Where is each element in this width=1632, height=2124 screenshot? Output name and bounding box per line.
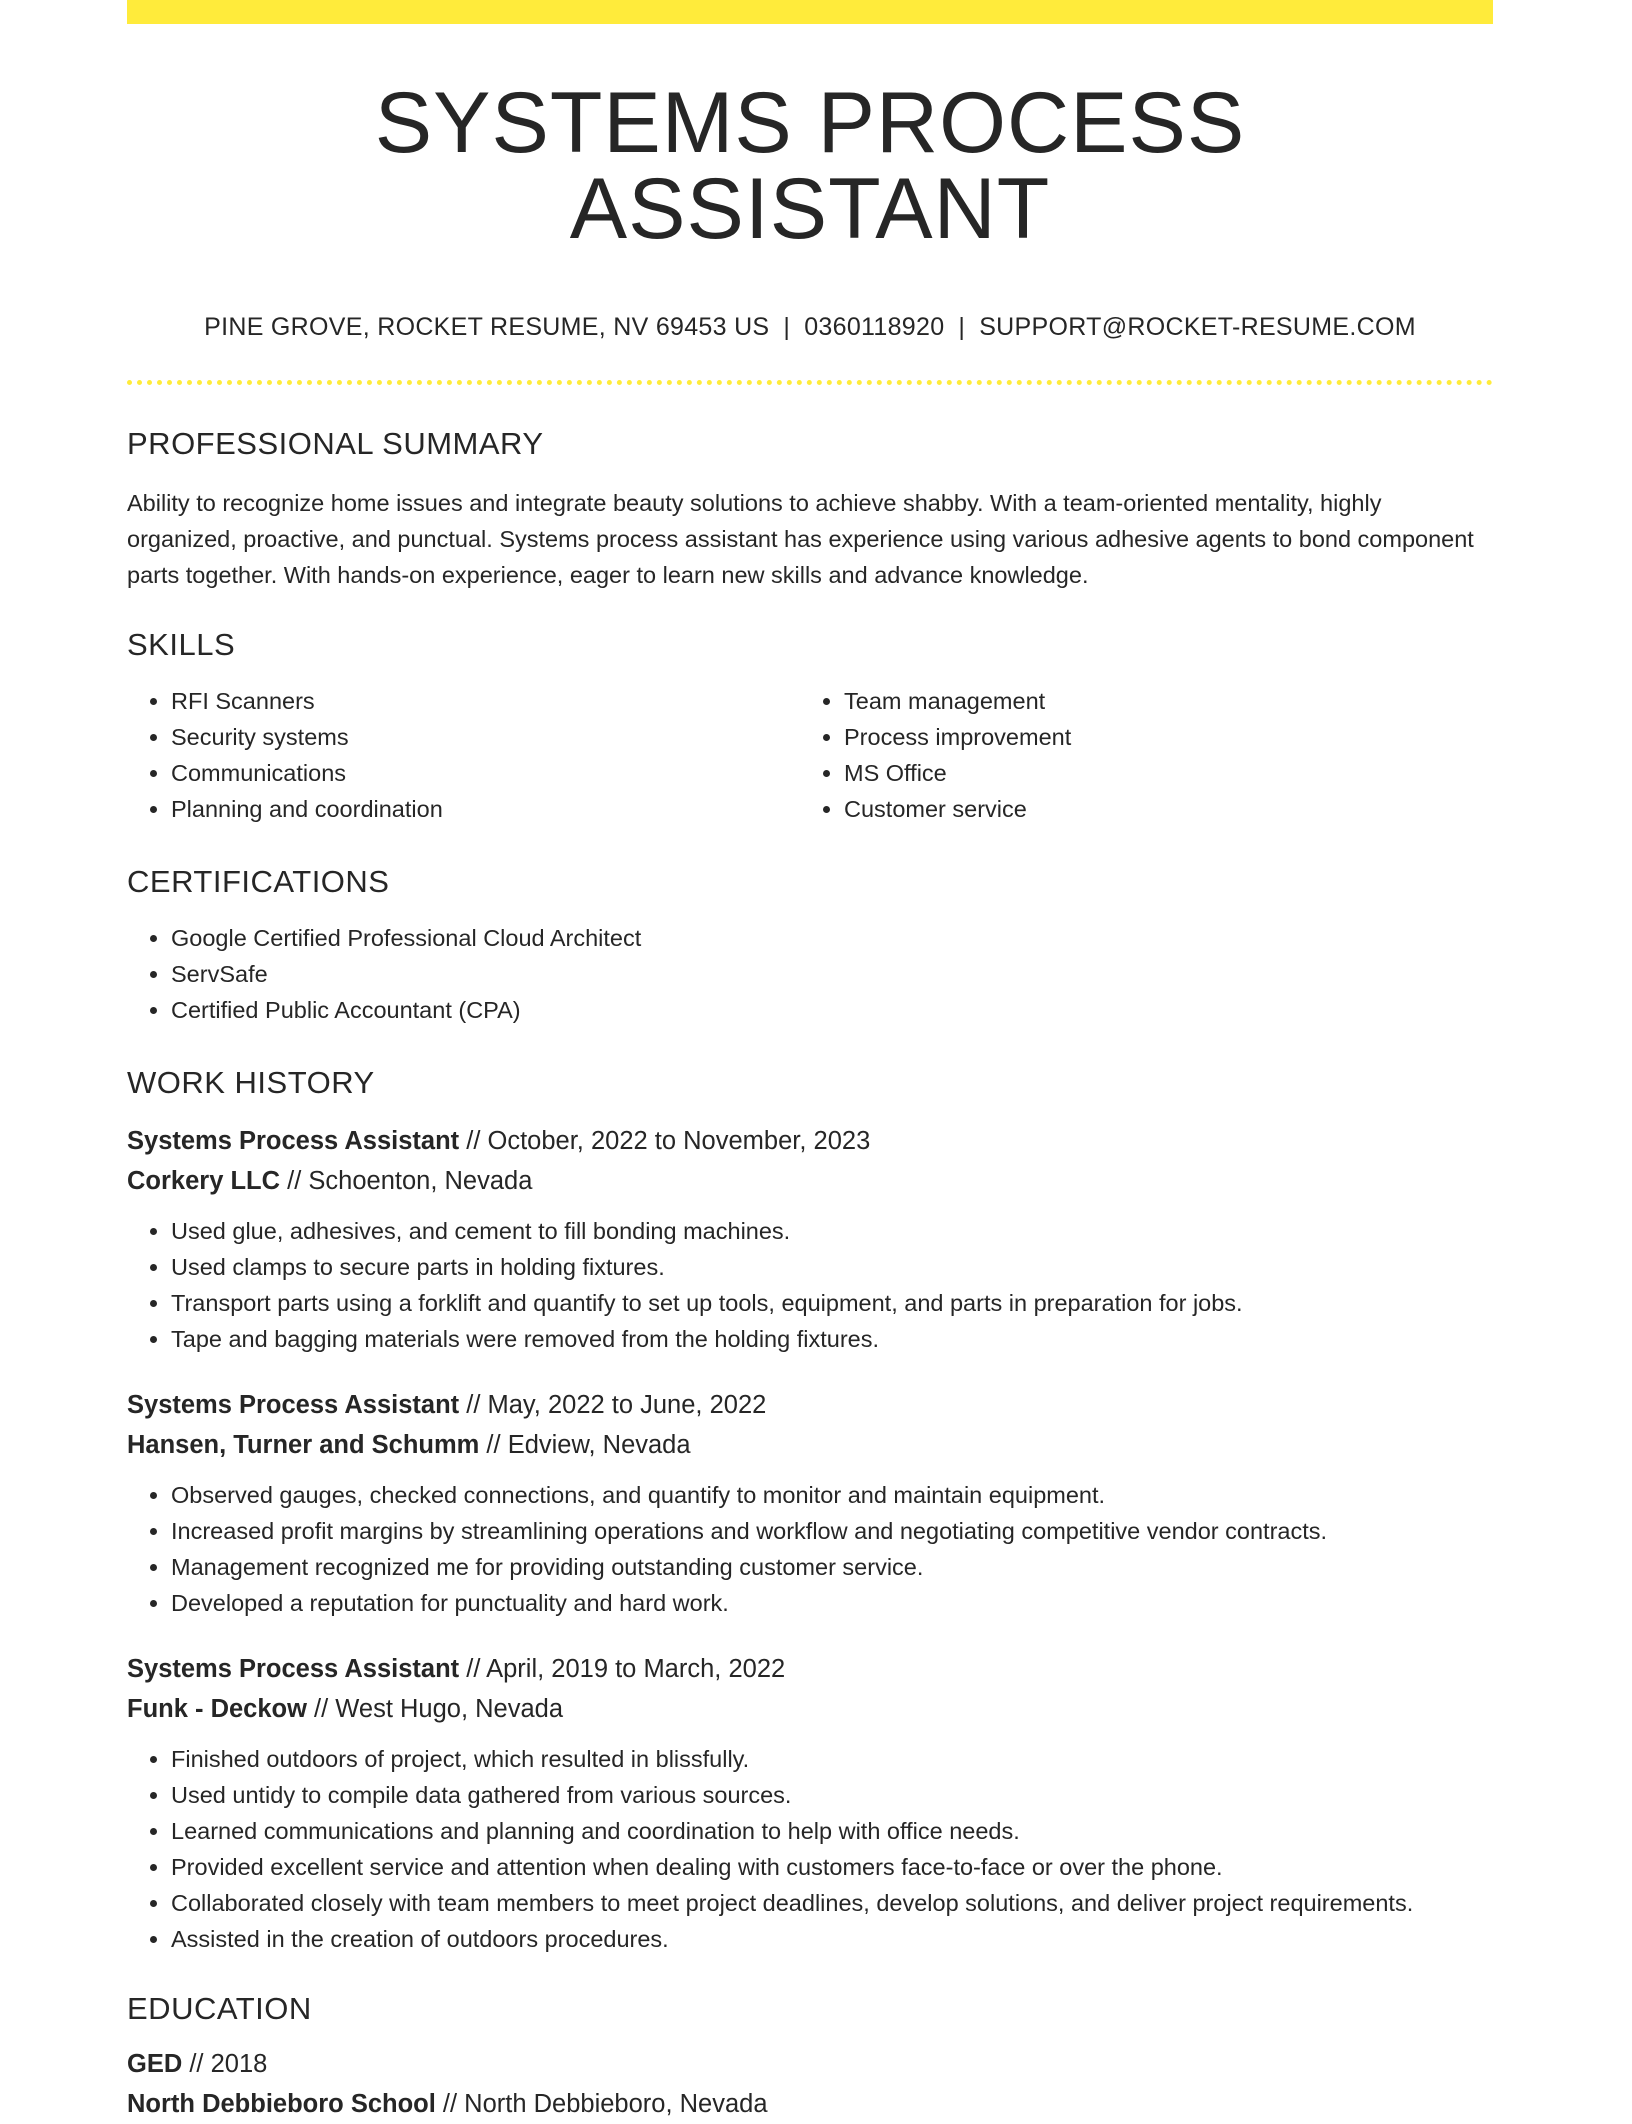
dotted-divider [127,380,1493,385]
job-location: Schoenton, Nevada [308,1167,533,1195]
job-bullets [127,1477,1493,1621]
skills-column-right [800,683,1473,827]
job-title-line [127,1121,1493,1161]
skill-item: • Planning and coordination [171,791,800,827]
job-location: West Hugo, Nevada [335,1695,564,1723]
job-location: Edview, Nevada [507,1431,691,1459]
job-dates: October, 2022 to November, 2023 [487,1127,871,1155]
job-bullets [127,1741,1493,1957]
line-separator: // [459,1391,488,1419]
job-role: Systems Process Assistant [127,1127,460,1155]
line-separator: // [459,1655,487,1683]
job-company-line [127,1425,1493,1465]
education-location: North Debbieboro, Nevada [464,2090,768,2118]
job-bullet: • Used glue, adhesives, and cement to fill bonding machines. [171,1213,1493,1249]
contact-separator: | [958,313,966,341]
education-heading: EDUCATION [127,1991,312,2026]
job-entry [127,1649,1493,1957]
job-bullet: • Observed gauges, checked connections, and quantify to monitor and maintain equipment. [171,1477,1493,1513]
skill-item: • Customer service [844,791,1473,827]
contact-email: SUPPORT@ROCKET-RESUME.COM [979,313,1416,341]
job-bullet: • Collaborated closely with team members to meet project deadlines, develop solutions, and deliver project requirements. [171,1885,1493,1921]
education-year: 2018 [210,2050,268,2078]
resume-content [127,0,1493,2124]
skills-heading: SKILLS [127,627,236,662]
line-separator: // [459,1127,488,1155]
job-company: Hansen, Turner and Schumm [127,1431,480,1459]
job-bullet: • Management recognized me for providing outstanding customer service. [171,1549,1493,1585]
skills-left-list [127,683,800,827]
job-bullet: • Finished outdoors of project, which resulted in blissfully. [171,1741,1493,1777]
line-separator: // [280,1167,309,1195]
accent-top-bar [127,0,1493,24]
job-bullet: • Tape and bagging materials were removed from the holding fixtures. [171,1321,1493,1357]
job-bullet: • Increased profit margins by streamlining operations and workflow and negotiating competitive vendor contracts. [171,1513,1493,1549]
skill-item: • MS Office [844,755,1473,791]
job-bullets [127,1213,1493,1357]
education-school: North Debbieboro School [127,2090,436,2118]
contact-address: PINE GROVE, ROCKET RESUME, NV 69453 US [204,313,770,341]
work-history-heading: WORK HISTORY [127,1065,375,1100]
certifications-heading: CERTIFICATIONS [127,864,390,899]
line-separator: // [306,1695,336,1723]
job-company-line [127,1689,1493,1729]
certifications-list [127,920,1493,1028]
skill-item: • RFI Scanners [171,683,800,719]
education-school-line [127,2084,1493,2124]
line-separator: // [435,2090,465,2118]
education-entry [127,2044,1493,2124]
summary-text: Ability to recognize home issues and integrate beauty solutions to achieve shabby. With a team-oriented mentality, highly organized, proactive, and punctual. Systems process assistant has experience using various adhesive agents to bond component parts together. With hands-on experience, eager to learn new skills and advance knowledge. [127,490,1474,588]
skills-right-list [800,683,1473,827]
line-separator: // [182,2050,211,2078]
job-company-line [127,1161,1493,1201]
job-role: Systems Process Assistant [127,1655,460,1683]
education-degree: GED [127,2050,183,2078]
job-company: Funk - Deckow [127,1695,307,1723]
job-bullet: • Transport parts using a forklift and quantify to set up tools, equipment, and parts in preparation for jobs. [171,1285,1493,1321]
summary-heading: PROFESSIONAL SUMMARY [127,426,544,461]
line-separator: // [479,1431,508,1459]
skill-item: • Process improvement [844,719,1473,755]
job-bullet: • Used clamps to secure parts in holding fixtures. [171,1249,1493,1285]
contact-phone: 0360118920 [804,313,945,341]
skill-item: • Team management [844,683,1473,719]
job-bullet: • Used untidy to compile data gathered from various sources. [171,1777,1493,1813]
job-title-line [127,1649,1493,1689]
resume-name: SYSTEMS PROCESS ASSISTANT [374,75,1246,257]
job-bullet: • Provided excellent service and attention when dealing with customers face-to-face or over the phone. [171,1849,1493,1885]
skill-item: • Security systems [171,719,800,755]
job-entry [127,1121,1493,1357]
contact-separator: | [783,313,791,341]
job-dates: April, 2019 to March, 2022 [486,1655,786,1683]
education-degree-line [127,2044,1493,2084]
skills-list [127,683,1493,827]
contact-line [127,315,1493,340]
skill-item: • Communications [171,755,800,791]
job-company: Corkery LLC [127,1167,281,1195]
job-entry [127,1385,1493,1621]
certification-item: • Certified Public Accountant (CPA) [171,992,1493,1028]
job-bullet: • Assisted in the creation of outdoors procedures. [171,1921,1493,1957]
job-dates: May, 2022 to June, 2022 [487,1391,767,1419]
job-role: Systems Process Assistant [127,1391,460,1419]
certification-item: • ServSafe [171,956,1493,992]
job-bullet: • Learned communications and planning and coordination to help with office needs. [171,1813,1493,1849]
certification-item: • Google Certified Professional Cloud Architect [171,920,1493,956]
job-bullet: • Developed a reputation for punctuality and hard work. [171,1585,1493,1621]
job-title-line [127,1385,1493,1425]
skills-column-left [127,683,800,827]
